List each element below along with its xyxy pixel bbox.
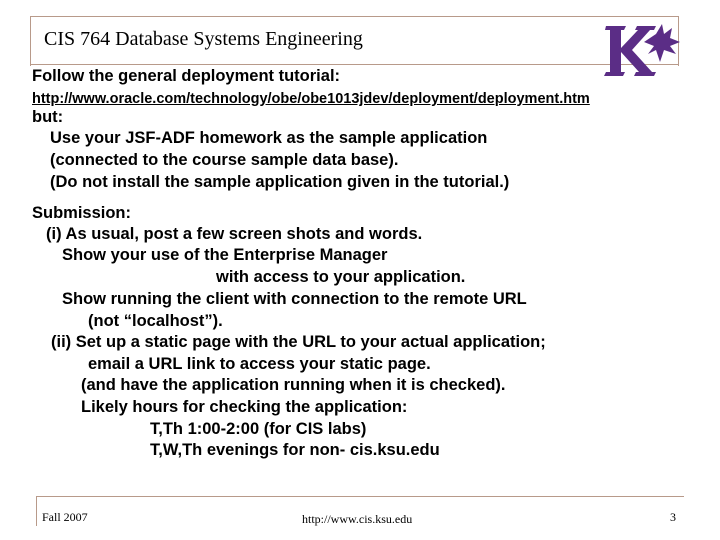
submission-heading: Submission: — [32, 204, 132, 222]
submission-line: email a URL link to access your static page. — [88, 355, 431, 373]
submission-line: (not “localhost”). — [88, 312, 223, 330]
submission-line: T,Th 1:00-2:00 (for CIS labs) — [150, 420, 367, 438]
submission-line: Likely hours for checking the application: — [81, 398, 408, 416]
instruction-line: Use your JSF-ADF homework as the sample application — [50, 129, 488, 147]
submission-line: (and have the application running when it is checked). — [81, 376, 506, 394]
but-text: but: — [32, 108, 64, 126]
intro-text: Follow the general deployment tutorial: — [32, 67, 341, 85]
instruction-line: (Do not install the sample application given in the tutorial.) — [50, 173, 510, 191]
submission-line: Show running the client with connection to the remote URL — [62, 290, 527, 308]
submission-line: T,W,Th evenings for non- cis.ksu.edu — [150, 441, 440, 459]
footer-rule — [36, 496, 684, 497]
submission-line: with access to your application. — [216, 268, 466, 286]
footer-url: http://www.cis.ksu.edu — [302, 512, 413, 526]
header-bottom-rule — [30, 64, 678, 65]
tutorial-link[interactable]: http://www.oracle.com/technology/obe/obe1013jdev/deployment/deployment.htm — [32, 91, 590, 107]
submission-line: (ii) Set up a static page with the URL to your actual application; — [51, 333, 546, 351]
slide-title: CIS 764 Database Systems Engineering — [44, 28, 363, 50]
top-rule — [30, 16, 678, 17]
submission-line: (i) As usual, post a few screen shots and words. — [46, 225, 423, 243]
instruction-line: (connected to the course sample data base). — [50, 151, 399, 169]
submission-line: Show your use of the Enterprise Manager — [62, 246, 388, 264]
footer-date: Fall 2007 — [42, 510, 88, 524]
page-number: 3 — [670, 510, 676, 524]
footer-left-rule — [36, 496, 37, 526]
left-rule — [30, 16, 31, 66]
wildcat-logo-icon — [604, 22, 680, 80]
